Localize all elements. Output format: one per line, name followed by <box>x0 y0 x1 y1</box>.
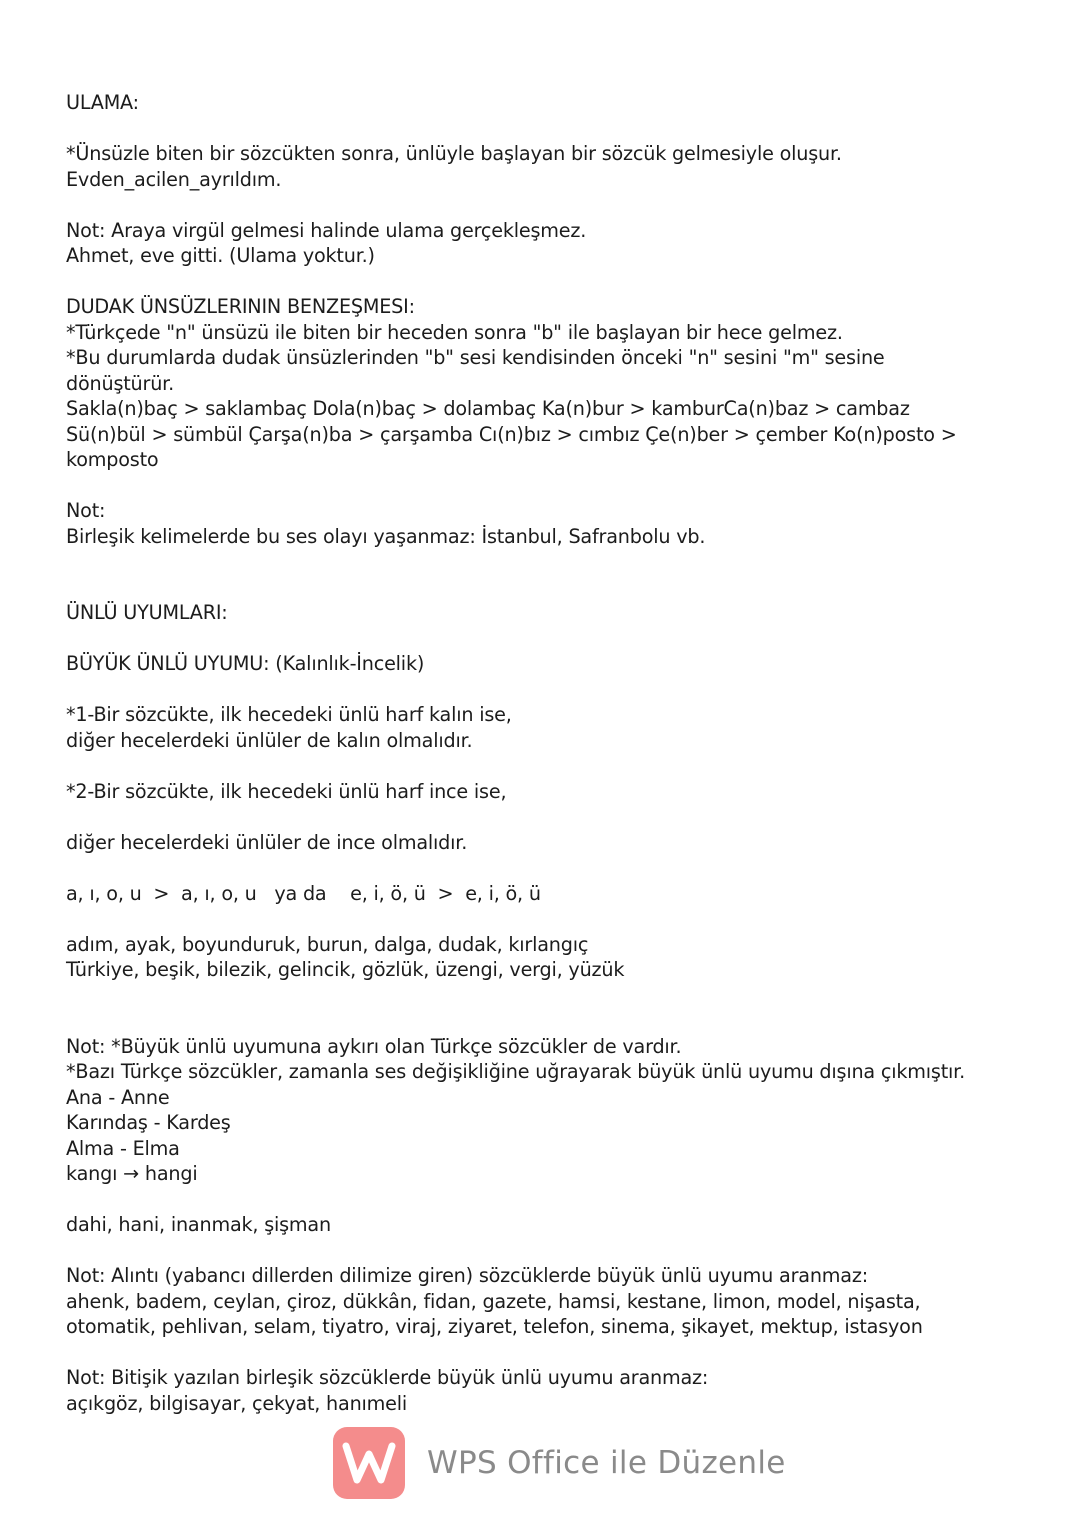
text-line: ahenk, badem, ceylan, çiroz, dükkân, fidan, gazete, hamsi, kestane, limon, model, nişasta, <box>66 1289 921 1313</box>
text-line: Karındaş - Kardeş <box>66 1111 231 1134</box>
text-line: Ana - Anne <box>66 1085 170 1109</box>
text-line: Türkiye, beşik, bilezik, gelincik, gözlük, üzengi, vergi, yüzük <box>66 958 625 981</box>
heading-unlu-uyumlari: ÜNLÜ UYUMLARI: <box>66 601 228 624</box>
blank-line <box>66 804 1056 830</box>
blank-line <box>66 1187 1056 1213</box>
text-line: *Ünsüzle biten bir sözcükten sonra, ünlüyle başlayan bir sözcük gelmesiyle oluşur. <box>66 142 842 165</box>
heading-ulama: ULAMA: <box>66 91 139 114</box>
blank-line <box>66 192 1056 218</box>
text-line: Not: Araya virgül gelmesi halinde ulama gerçekleşmez. <box>66 218 587 242</box>
text-line: Sakla(n)baç > saklambaç Dola(n)baç > dolambaç Ka(n)bur > kamburCa(n)baz > cambaz <box>66 397 910 420</box>
blank-line <box>66 1008 1056 1034</box>
text-line: diğer hecelerdeki ünlüler de ince olmalıdır. <box>66 830 468 854</box>
text-line: *2-Bir sözcükte, ilk hecedeki ünlü harf ince ise, <box>66 779 507 803</box>
blank-line <box>66 753 1056 779</box>
text-line: adım, ayak, boyunduruk, burun, dalga, dudak, kırlangıç <box>66 932 589 956</box>
blank-line <box>66 1340 1056 1366</box>
text-line: Not: Bitişik yazılan birleşik sözcüklerde büyük ünlü uyumu aranmaz: <box>66 1366 709 1389</box>
heading-buyuk-unlu-uyumu: BÜYÜK ÜNLÜ UYUMU: (Kalınlık-İncelik) <box>66 652 425 675</box>
blank-line <box>66 575 1056 601</box>
document-body <box>66 90 1056 1416</box>
text-line: dönüştürür. <box>66 371 174 395</box>
text-line: *Türkçede "n" ünsüzü ile biten bir heceden sonra "b" ile başlayan bir hece gelmez. <box>66 320 843 344</box>
blank-line <box>66 269 1056 295</box>
text-line: Not: *Büyük ünlü uyumuna aykırı olan Türkçe sözcükler de vardır. <box>66 1034 682 1058</box>
text-line: Evden_acilen_ayrıldım. <box>66 167 282 191</box>
blank-line <box>66 906 1056 932</box>
text-line: *Bazı Türkçe sözcükler, zamanla ses değişikliğine uğrayarak büyük ünlü uyumu dışına çıkmıştır. <box>66 1060 965 1083</box>
text-line: otomatik, pehlivan, selam, tiyatro, viraj, ziyaret, telefon, sinema, şikayet, mektup, istasyon <box>66 1315 923 1338</box>
text-line: a, ı, o, u > a, ı, o, u ya da e, i, ö, ü > e, i, ö, ü <box>66 881 541 905</box>
text-line: *Bu durumlarda dudak ünsüzlerinden "b" sesi kendisinden önceki "n" sesini "m" sesine <box>66 346 885 369</box>
text-line: *1-Bir sözcükte, ilk hecedeki ünlü harf kalın ise, <box>66 703 512 726</box>
text-line: açıkgöz, bilgisayar, çekyat, hanımeli <box>66 1391 408 1415</box>
wps-edit-label: WPS Office ile Düzenle <box>427 1444 786 1481</box>
blank-line <box>66 473 1056 499</box>
blank-line <box>66 855 1056 881</box>
wps-logo-icon <box>333 1427 405 1499</box>
text-line: Not: <box>66 499 106 522</box>
blank-line <box>66 983 1056 1009</box>
text-line: Sü(n)bül > sümbül Çarşa(n)ba > çarşamba Cı(n)bız > cımbız Çe(n)ber > çember Ko(n)posto > <box>66 422 957 446</box>
text-line: diğer hecelerdeki ünlüler de kalın olmalıdır. <box>66 728 473 752</box>
text-line: Ahmet, eve gitti. (Ulama yoktur.) <box>66 244 375 267</box>
text-line: kangı → hangi <box>66 1162 198 1185</box>
blank-line <box>66 116 1056 142</box>
blank-line <box>66 549 1056 575</box>
text-line: komposto <box>66 448 159 471</box>
wps-edit-banner[interactable] <box>333 1425 793 1500</box>
heading-dudak-unsuzleri: DUDAK ÜNSÜZLERININ BENZEŞMESI: <box>66 295 415 318</box>
text-line: dahi, hani, inanmak, şişman <box>66 1213 331 1236</box>
text-line: Birleşik kelimelerde bu ses olayı yaşanmaz: İstanbul, Safranbolu vb. <box>66 524 706 548</box>
blank-line <box>66 1238 1056 1264</box>
blank-line <box>66 626 1056 652</box>
text-line: Alma - Elma <box>66 1136 180 1160</box>
blank-line <box>66 677 1056 703</box>
text-line: Not: Alıntı (yabancı dillerden dilimize giren) sözcüklerde büyük ünlü uyumu aranmaz: <box>66 1264 868 1287</box>
